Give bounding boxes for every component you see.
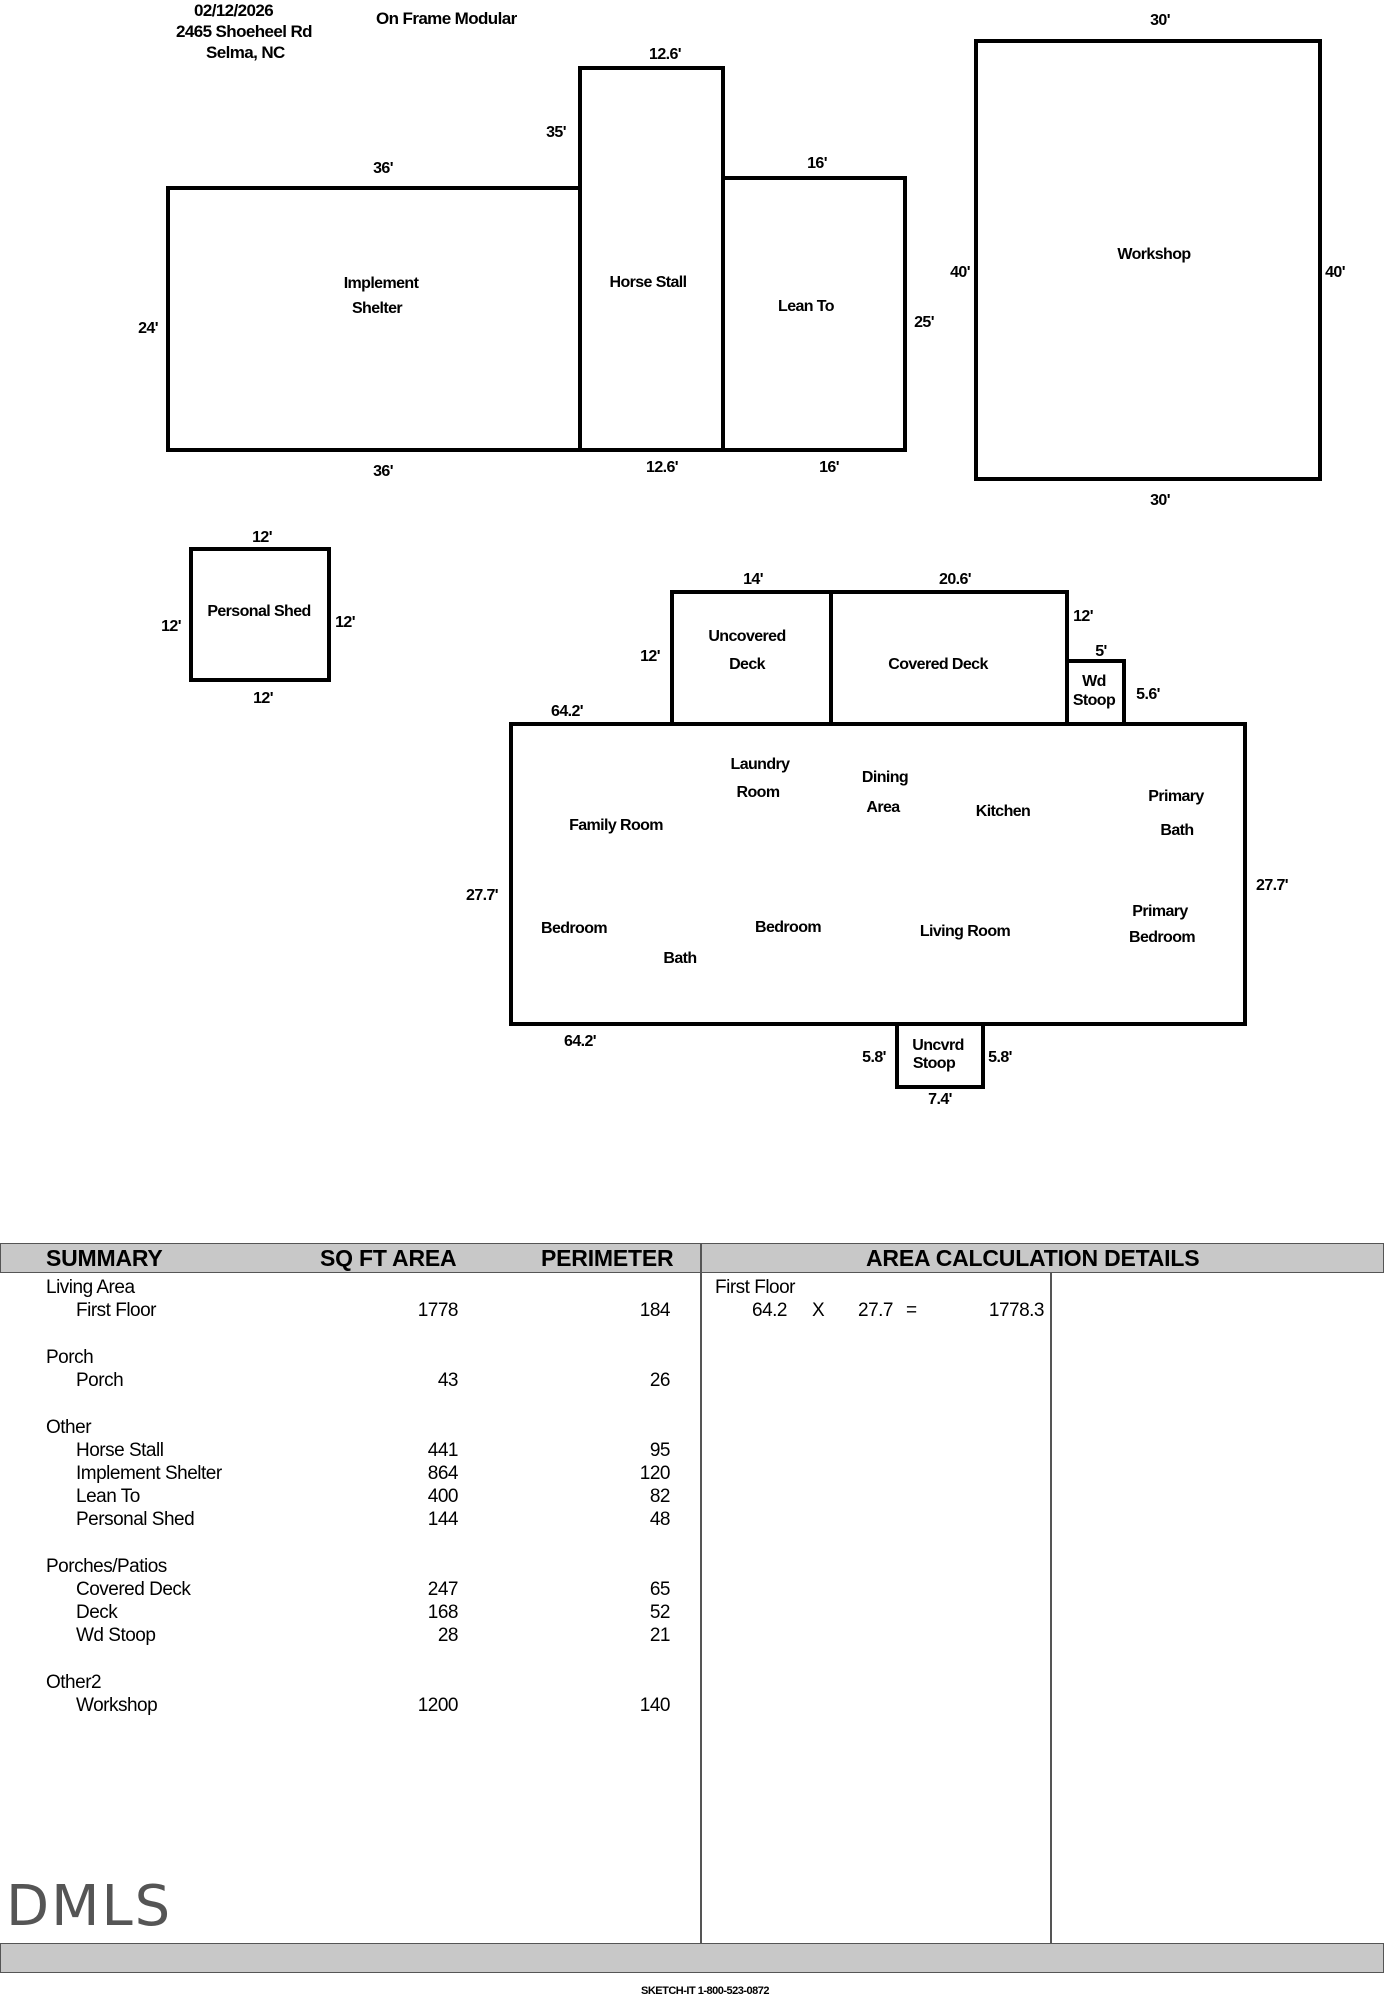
workshop-right-dim: 40' [1325,264,1345,281]
bath-label: Bath [663,950,697,967]
personal-shed-right-dim: 12' [335,614,355,631]
item-personal-shed: Personal Shed [76,1509,195,1530]
sketch-credit: SKETCH-IT 1-800-523-0872 [641,1985,770,1997]
lean-to-top-dim: 16' [807,155,827,172]
item-workshop: Workshop [76,1695,158,1716]
laundry-room-label-2: Room [736,784,780,801]
dining-area-label-1: Dining [861,769,909,786]
item-first-floor: First Floor [76,1300,156,1321]
perimeter-implement-shelter: 120 [639,1463,670,1484]
area-implement-shelter: 864 [427,1463,458,1484]
personal-shed-left-dim: 12' [161,618,181,635]
details-operand-a: 64.2 [752,1300,787,1321]
primary-bath-label-1: Primary [1148,788,1204,805]
area-deck: 168 [427,1602,458,1623]
workshop-bottom-dim: 30' [1150,492,1170,509]
area-personal-shed: 144 [427,1509,458,1530]
uncvrd-stoop-label-1: Uncvrd [912,1037,964,1054]
laundry-room-label-1: Laundry [730,756,790,773]
personal-shed-label: Personal Shed [207,603,311,620]
perimeter-first-floor: 184 [639,1300,670,1321]
uncvrd-stoop-right-dim: 5.8' [988,1049,1012,1066]
uncovered-deck-label-2: Deck [729,656,765,673]
horse-stall-top-dim: 12.6' [649,46,681,63]
living-room-label: Living Room [919,923,1011,940]
item-lean-to: Lean To [76,1486,140,1507]
workshop-left-dim: 40' [950,264,970,281]
address-line-2: Selma, NC [206,43,285,62]
house-top-dim: 64.2' [551,703,583,720]
area-wd-stoop: 28 [437,1625,458,1646]
area-first-floor: 1778 [417,1300,458,1321]
area-workshop: 1200 [417,1695,458,1716]
implement-shelter-bottom-dim: 36' [373,463,393,480]
uncovered-deck-top-dim: 14' [743,571,763,588]
personal-shed-bottom-dim: 12' [253,690,273,707]
kitchen-label: Kitchen [975,803,1031,820]
perimeter-lean-to: 82 [649,1486,670,1507]
area-horse-stall: 441 [427,1440,458,1461]
item-deck: Deck [76,1602,118,1623]
house-left-dim: 27.7' [466,887,498,904]
perimeter-workshop: 140 [639,1695,670,1716]
covered-deck-right-dim: 12' [1073,608,1093,625]
uncvrd-stoop-left-dim: 5.8' [862,1049,886,1066]
sketch-date: 02/12/2026 [194,1,274,20]
personal-shed-top-dim: 12' [252,529,272,546]
details-equals: = [906,1300,917,1321]
uncvrd-stoop-label-2: Stoop [912,1055,956,1072]
details-operator: X [812,1300,825,1321]
group-other: Other [46,1417,92,1438]
dining-area-label-2: Area [866,799,900,816]
bedroom-2-label: Bedroom [754,919,822,936]
wd-stoop-top-dim: 5' [1095,643,1107,660]
item-porch: Porch [76,1370,124,1391]
wd-stoop-label-1: Wd [1082,673,1106,690]
horse-stall-label: Horse Stall [609,274,687,291]
area-lean-to: 400 [427,1486,458,1507]
group-other2: Other2 [46,1672,102,1693]
summary-divider-2 [1050,1273,1052,1943]
address-line-1: 2465 Shoeheel Rd [176,22,312,41]
bedroom-1-label: Bedroom [540,920,608,937]
perimeter-wd-stoop: 21 [649,1625,670,1646]
perimeter-deck: 52 [649,1602,670,1623]
house-right-dim: 27.7' [1256,877,1288,894]
area-header: SQ FT AREA [320,1245,457,1271]
group-porches-patios: Porches/Patios [46,1556,167,1577]
family-room-label: Family Room [569,817,663,834]
implement-shelter-label-2: Shelter [351,300,403,317]
covered-deck-top-dim: 20.6' [939,571,971,588]
perimeter-porch: 26 [649,1370,670,1391]
home-type: On Frame Modular [376,9,517,28]
primary-bedroom-label-1: Primary [1132,903,1188,920]
primary-bath-label-2: Bath [1160,822,1194,839]
uncovered-deck-left-dim: 12' [640,648,660,665]
lean-to-label: Lean To [778,298,834,315]
implement-shelter-top-dim: 36' [373,160,393,177]
lean-to-right-dim: 25' [914,314,934,331]
area-porch: 43 [437,1370,458,1391]
details-title: First Floor [715,1277,795,1298]
perimeter-personal-shed: 48 [649,1509,670,1530]
perimeter-header: PERIMETER [541,1245,674,1271]
item-wd-stoop: Wd Stoop [76,1625,156,1646]
summary-footer-bar [0,1943,1384,1973]
item-covered-deck: Covered Deck [76,1579,191,1600]
workshop-top-dim: 30' [1150,12,1170,29]
house-bottom-dim: 64.2' [564,1033,596,1050]
perimeter-covered-deck: 65 [649,1579,670,1600]
perimeter-horse-stall: 95 [649,1440,670,1461]
mls-logo: DMLS [6,1874,173,1939]
workshop-label: Workshop [1117,246,1191,263]
wd-stoop-label-2: Stoop [1072,692,1116,709]
group-porch: Porch [46,1347,94,1368]
wd-stoop-right-dim: 5.6' [1136,686,1160,703]
item-horse-stall: Horse Stall [76,1440,164,1461]
uncovered-deck-label-1: Uncovered [708,628,786,645]
horse-stall-left-dim: 35' [546,124,566,141]
item-implement-shelter: Implement Shelter [76,1463,222,1484]
area-covered-deck: 247 [427,1579,458,1600]
summary-divider-1 [700,1243,702,1943]
summary-header: SUMMARY [46,1245,163,1271]
horse-stall-bottom-dim: 12.6' [646,459,678,476]
horse-stall-outline [580,68,723,450]
covered-deck-label: Covered Deck [888,656,988,673]
primary-bedroom-label-2: Bedroom [1128,929,1196,946]
implement-shelter-left-dim: 24' [138,320,158,337]
details-result: 1778.3 [988,1300,1044,1321]
implement-shelter-outline [168,188,580,450]
implement-shelter-label-1: Implement [343,275,419,292]
lean-to-bottom-dim: 16' [819,459,839,476]
details-header: AREA CALCULATION DETAILS [866,1245,1200,1271]
group-living-area: Living Area [46,1277,135,1298]
details-operand-b: 27.7 [858,1300,893,1321]
uncvrd-stoop-bottom-dim: 7.4' [928,1091,952,1108]
